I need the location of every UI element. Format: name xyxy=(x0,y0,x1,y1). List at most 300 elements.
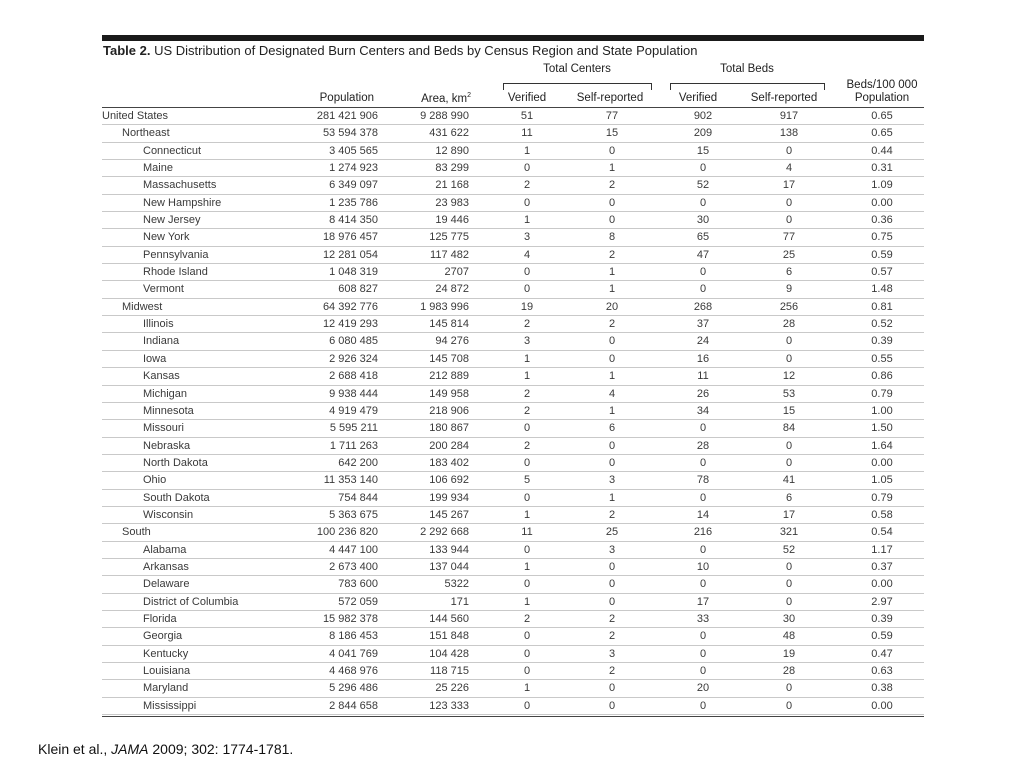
cell-self-reported-beds: 0 xyxy=(785,699,793,712)
column-header-self-reported-beds: Self-reported xyxy=(750,92,818,104)
citation-authors: Klein et al., xyxy=(38,741,112,757)
row-label: Louisiana xyxy=(143,665,191,677)
cell-self-reported-centers: 1 xyxy=(608,283,616,296)
cell-self-reported-beds: 6 xyxy=(785,491,793,504)
cell-population: 608 827 xyxy=(338,283,378,296)
cell-beds-per-100000: 0.86 xyxy=(871,370,893,383)
cell-verified-centers: 2 xyxy=(523,387,531,400)
cell-self-reported-centers: 0 xyxy=(608,456,616,469)
cell-area: 2707 xyxy=(444,266,469,279)
cell-verified-centers: 3 xyxy=(523,231,531,244)
table-row xyxy=(102,507,924,524)
cell-population: 8 186 453 xyxy=(329,630,378,643)
cell-verified-centers: 1 xyxy=(523,370,531,383)
cell-verified-centers: 0 xyxy=(523,162,531,175)
cell-self-reported-centers: 77 xyxy=(605,110,619,122)
table-row xyxy=(102,299,924,316)
cell-population: 2 688 418 xyxy=(329,370,378,383)
cell-area: 24 872 xyxy=(435,283,469,296)
cell-population: 64 392 776 xyxy=(322,300,378,313)
cell-self-reported-beds: 28 xyxy=(782,665,796,677)
cell-area: 144 560 xyxy=(429,612,469,625)
column-header-verified-beds: Verified xyxy=(678,92,718,104)
cell-beds-per-100000: 0.79 xyxy=(871,387,893,400)
cell-self-reported-beds: 0 xyxy=(785,196,793,209)
cell-verified-beds: 0 xyxy=(699,162,707,175)
cell-verified-centers: 1 xyxy=(523,508,531,521)
cell-verified-beds: 26 xyxy=(696,387,710,400)
beds-per-header-line1: Beds/100 000 xyxy=(846,79,918,91)
cell-area: 23 983 xyxy=(435,196,469,209)
table-row xyxy=(102,611,924,628)
cell-self-reported-beds: 28 xyxy=(782,318,796,331)
cell-area: 104 428 xyxy=(429,647,469,660)
cell-self-reported-beds: 0 xyxy=(785,439,793,452)
cell-verified-beds: 20 xyxy=(696,682,710,695)
cell-self-reported-beds: 17 xyxy=(782,508,796,521)
cell-area: 137 044 xyxy=(429,560,469,573)
cell-verified-centers: 19 xyxy=(520,300,534,313)
cell-population: 3 405 565 xyxy=(329,144,378,157)
cell-population: 8 414 350 xyxy=(329,214,378,227)
cell-self-reported-centers: 1 xyxy=(608,162,616,175)
cell-area: 212 889 xyxy=(429,370,469,383)
cell-beds-per-100000: 0.65 xyxy=(871,127,893,140)
cell-population: 1 711 263 xyxy=(329,439,378,452)
cell-self-reported-centers: 2 xyxy=(608,248,616,261)
cell-population: 12 419 293 xyxy=(322,318,378,331)
cell-verified-beds: 0 xyxy=(699,266,707,279)
cell-beds-per-100000: 1.48 xyxy=(871,283,893,296)
beds-per-header-line2: Population xyxy=(854,92,910,104)
cell-self-reported-centers: 0 xyxy=(608,578,616,591)
table-row xyxy=(102,663,924,680)
cell-verified-centers: 2 xyxy=(523,439,531,452)
cell-self-reported-centers: 1 xyxy=(608,491,616,504)
cell-self-reported-beds: 48 xyxy=(782,630,796,643)
cell-verified-beds: 34 xyxy=(696,404,710,417)
row-label: Florida xyxy=(143,612,177,625)
cell-verified-centers: 0 xyxy=(523,578,531,591)
cell-verified-beds: 0 xyxy=(699,665,707,677)
cell-population: 281 421 906 xyxy=(316,110,378,122)
row-label: Delaware xyxy=(143,578,190,591)
cell-population: 5 296 486 xyxy=(329,682,378,695)
cell-area: 149 958 xyxy=(429,387,469,400)
cell-area: 25 226 xyxy=(435,682,469,695)
cell-self-reported-beds: 0 xyxy=(785,595,793,608)
cell-area: 106 692 xyxy=(429,474,469,487)
row-label: New York xyxy=(143,231,190,244)
column-header-population: Population xyxy=(319,92,374,104)
cell-verified-beds: 47 xyxy=(696,248,710,261)
cell-population: 11 353 140 xyxy=(323,474,378,487)
row-label: Massachusetts xyxy=(143,179,217,192)
cell-verified-centers: 0 xyxy=(523,196,531,209)
cell-population: 5 363 675 xyxy=(329,508,378,521)
table-row xyxy=(102,247,924,264)
table-row xyxy=(102,594,924,611)
cell-verified-centers: 3 xyxy=(523,335,531,348)
cell-verified-centers: 0 xyxy=(523,543,531,556)
cell-population: 4 468 976 xyxy=(329,665,378,677)
cell-beds-per-100000: 0.54 xyxy=(871,526,893,539)
cell-verified-centers: 5 xyxy=(523,474,531,487)
cell-beds-per-100000: 0.81 xyxy=(871,300,893,313)
table-row xyxy=(102,351,924,368)
cell-area: 199 934 xyxy=(429,491,469,504)
cell-verified-beds: 0 xyxy=(699,196,707,209)
table-row xyxy=(102,628,924,645)
cell-area: 94 276 xyxy=(435,335,469,348)
table-row xyxy=(102,455,924,472)
cell-population: 4 041 769 xyxy=(329,647,378,660)
table-row xyxy=(102,143,924,160)
row-label: Midwest xyxy=(122,300,163,313)
cell-self-reported-beds: 84 xyxy=(782,422,796,435)
cell-self-reported-beds: 9 xyxy=(785,283,793,296)
cell-self-reported-beds: 0 xyxy=(785,352,793,365)
row-label: District of Columbia xyxy=(143,595,239,608)
cell-self-reported-centers: 3 xyxy=(608,647,616,660)
table-row xyxy=(102,576,924,593)
cell-self-reported-centers: 1 xyxy=(608,370,616,383)
table-row xyxy=(102,524,924,541)
cell-beds-per-100000: 0.75 xyxy=(871,231,893,244)
cell-area: 118 715 xyxy=(430,665,469,677)
cell-population: 2 673 400 xyxy=(329,560,378,573)
cell-verified-centers: 2 xyxy=(523,318,531,331)
cell-verified-beds: 37 xyxy=(696,318,710,331)
cell-self-reported-centers: 3 xyxy=(608,543,616,556)
cell-verified-beds: 65 xyxy=(696,231,710,244)
cell-area: 200 284 xyxy=(429,439,469,452)
table-row xyxy=(102,264,924,281)
table-row xyxy=(102,420,924,437)
cell-verified-beds: 17 xyxy=(696,595,710,608)
row-label: Iowa xyxy=(143,352,167,365)
column-header-area xyxy=(421,92,471,105)
cell-population: 5 595 211 xyxy=(329,422,378,435)
row-label: Missouri xyxy=(143,422,184,435)
row-label: South xyxy=(122,526,151,539)
table-row xyxy=(102,281,924,298)
cell-self-reported-beds: 0 xyxy=(785,682,793,695)
cell-area: 5322 xyxy=(444,578,469,591)
cell-beds-per-100000: 0.63 xyxy=(871,665,893,677)
cell-self-reported-beds: 0 xyxy=(785,560,793,573)
cell-area: 9 288 990 xyxy=(420,110,469,122)
row-label: Nebraska xyxy=(143,439,191,452)
cell-beds-per-100000: 0.39 xyxy=(871,612,893,625)
row-label: Northeast xyxy=(122,127,170,140)
cell-verified-centers: 0 xyxy=(523,647,531,660)
cell-verified-beds: 0 xyxy=(699,456,707,469)
cell-area: 1 983 996 xyxy=(420,300,469,313)
cell-self-reported-centers: 4 xyxy=(608,387,616,400)
row-label: Kentucky xyxy=(143,647,189,660)
cell-verified-centers: 0 xyxy=(523,491,531,504)
cell-population: 642 200 xyxy=(338,456,378,469)
row-label: Arkansas xyxy=(143,560,189,573)
row-label: Vermont xyxy=(143,283,184,296)
row-label: North Dakota xyxy=(143,456,208,469)
cell-verified-beds: 902 xyxy=(693,110,713,122)
cell-self-reported-centers: 0 xyxy=(608,699,616,712)
cell-self-reported-beds: 138 xyxy=(779,127,799,140)
row-label: Maryland xyxy=(143,682,189,695)
group-bracket-centers xyxy=(503,83,652,90)
row-label: Rhode Island xyxy=(143,266,208,279)
cell-verified-centers: 11 xyxy=(521,526,533,539)
cell-verified-centers: 0 xyxy=(523,266,531,279)
cell-verified-centers: 0 xyxy=(523,699,531,712)
citation-journal: JAMA xyxy=(111,741,149,757)
cell-beds-per-100000: 2.97 xyxy=(871,595,893,608)
table-caption: US Distribution of Designated Burn Centers and Beds by Census Region and State Population xyxy=(154,43,698,58)
cell-beds-per-100000: 1.00 xyxy=(871,404,893,417)
table-row xyxy=(102,680,924,697)
cell-beds-per-100000: 0.52 xyxy=(871,318,893,331)
citation xyxy=(38,741,293,757)
cell-self-reported-beds: 0 xyxy=(785,578,793,591)
cell-population: 2 926 324 xyxy=(329,352,378,365)
row-label: South Dakota xyxy=(143,491,210,504)
cell-verified-centers: 2 xyxy=(523,612,531,625)
cell-population: 1 235 786 xyxy=(329,196,378,209)
citation-details: 2009; 302: 1774-1781. xyxy=(148,741,294,757)
cell-verified-centers: 1 xyxy=(523,682,531,695)
group-header-total-beds: Total Beds xyxy=(720,63,774,75)
cell-area: 19 446 xyxy=(435,214,469,227)
cell-verified-centers: 1 xyxy=(523,595,531,608)
table-row xyxy=(102,542,924,559)
table-row xyxy=(102,472,924,489)
table-row xyxy=(102,177,924,194)
cell-population: 1 048 319 xyxy=(329,266,378,279)
cell-area: 171 xyxy=(450,595,469,608)
table-row xyxy=(102,212,924,229)
cell-self-reported-centers: 2 xyxy=(608,179,616,192)
cell-verified-beds: 78 xyxy=(696,474,710,487)
cell-verified-beds: 268 xyxy=(693,300,713,313)
cell-beds-per-100000: 0.47 xyxy=(871,647,893,660)
table-row xyxy=(102,229,924,246)
cell-population: 9 938 444 xyxy=(329,387,378,400)
cell-verified-beds: 14 xyxy=(696,508,710,521)
cell-self-reported-centers: 6 xyxy=(608,422,616,435)
table-row xyxy=(102,698,924,715)
cell-self-reported-beds: 30 xyxy=(782,612,796,625)
cell-verified-centers: 0 xyxy=(523,630,531,643)
cell-self-reported-beds: 19 xyxy=(782,647,796,660)
cell-self-reported-centers: 20 xyxy=(605,300,619,313)
cell-area: 133 944 xyxy=(429,543,469,556)
cell-verified-beds: 52 xyxy=(696,179,710,192)
cell-area: 145 267 xyxy=(429,508,469,521)
cell-area: 83 299 xyxy=(435,162,469,175)
row-label: United States xyxy=(102,110,169,122)
table-row xyxy=(102,559,924,576)
cell-verified-beds: 15 xyxy=(696,144,710,157)
row-label: Minnesota xyxy=(143,404,194,417)
row-label: New Jersey xyxy=(143,214,201,227)
group-bracket-beds xyxy=(670,83,825,90)
cell-population: 4 919 479 xyxy=(329,404,378,417)
cell-population: 100 236 820 xyxy=(316,526,378,539)
cell-self-reported-beds: 256 xyxy=(779,300,799,313)
cell-verified-centers: 11 xyxy=(521,127,533,140)
cell-beds-per-100000: 0.44 xyxy=(871,144,893,157)
cell-beds-per-100000: 0.00 xyxy=(871,456,893,469)
cell-verified-beds: 30 xyxy=(696,214,710,227)
row-label: Illinois xyxy=(143,318,174,331)
table-row xyxy=(102,160,924,177)
table-row xyxy=(102,316,924,333)
cell-verified-centers: 1 xyxy=(523,214,531,227)
cell-self-reported-beds: 917 xyxy=(779,110,799,122)
cell-verified-centers: 1 xyxy=(523,560,531,573)
cell-verified-centers: 1 xyxy=(523,144,531,157)
table-row xyxy=(102,490,924,507)
table-row xyxy=(102,368,924,385)
table-row xyxy=(102,195,924,212)
cell-population: 2 844 658 xyxy=(329,699,378,712)
cell-area: 117 482 xyxy=(430,248,469,261)
row-label: Alabama xyxy=(143,543,187,556)
cell-self-reported-centers: 0 xyxy=(608,335,616,348)
table-number: Table 2. xyxy=(103,43,151,58)
cell-area: 180 867 xyxy=(429,422,469,435)
cell-population: 12 281 054 xyxy=(322,248,378,261)
cell-verified-beds: 216 xyxy=(693,526,713,539)
cell-self-reported-centers: 2 xyxy=(608,630,616,643)
cell-area: 145 814 xyxy=(429,318,469,331)
cell-self-reported-beds: 15 xyxy=(782,404,796,417)
cell-verified-centers: 0 xyxy=(523,422,531,435)
cell-self-reported-centers: 2 xyxy=(608,318,616,331)
cell-self-reported-centers: 2 xyxy=(608,612,616,625)
cell-area: 145 708 xyxy=(429,352,469,365)
cell-self-reported-centers: 2 xyxy=(608,665,616,677)
cell-self-reported-centers: 0 xyxy=(608,214,616,227)
table-row xyxy=(102,386,924,403)
cell-self-reported-centers: 0 xyxy=(608,196,616,209)
cell-population: 53 594 378 xyxy=(322,127,378,140)
cell-self-reported-beds: 6 xyxy=(785,266,793,279)
cell-verified-beds: 24 xyxy=(696,335,710,348)
cell-population: 572 059 xyxy=(338,595,378,608)
cell-beds-per-100000: 0.00 xyxy=(871,699,893,712)
table-row xyxy=(102,403,924,420)
table-row xyxy=(102,646,924,663)
cell-area: 151 848 xyxy=(429,630,469,643)
cell-beds-per-100000: 0.57 xyxy=(871,266,893,279)
cell-self-reported-centers: 0 xyxy=(608,560,616,573)
cell-verified-beds: 10 xyxy=(696,560,710,573)
cell-beds-per-100000: 0.31 xyxy=(871,162,893,175)
cell-population: 18 976 457 xyxy=(322,231,378,244)
cell-self-reported-centers: 0 xyxy=(608,595,616,608)
cell-verified-centers: 2 xyxy=(523,404,531,417)
cell-area: 123 333 xyxy=(429,699,469,712)
cell-verified-beds: 0 xyxy=(699,283,707,296)
cell-area: 218 906 xyxy=(429,404,469,417)
cell-verified-beds: 0 xyxy=(699,422,707,435)
cell-self-reported-beds: 321 xyxy=(779,526,799,539)
cell-verified-centers: 2 xyxy=(523,179,531,192)
cell-self-reported-centers: 0 xyxy=(608,352,616,365)
table-top-rule xyxy=(102,35,924,41)
cell-self-reported-beds: 41 xyxy=(782,474,796,487)
table-row xyxy=(102,333,924,350)
cell-self-reported-beds: 52 xyxy=(782,543,796,556)
cell-verified-centers: 0 xyxy=(523,665,531,677)
cell-self-reported-centers: 25 xyxy=(605,526,619,539)
cell-self-reported-beds: 77 xyxy=(782,231,796,244)
cell-verified-centers: 51 xyxy=(520,110,534,122)
cell-self-reported-beds: 53 xyxy=(782,387,796,400)
cell-verified-beds: 33 xyxy=(696,612,710,625)
cell-self-reported-beds: 0 xyxy=(785,144,793,157)
table-bottom-rule xyxy=(102,716,924,717)
cell-beds-per-100000: 0.59 xyxy=(871,630,893,643)
cell-self-reported-beds: 0 xyxy=(785,456,793,469)
cell-verified-beds: 11 xyxy=(697,370,709,383)
cell-self-reported-centers: 3 xyxy=(608,474,616,487)
cell-verified-beds: 0 xyxy=(699,543,707,556)
cell-verified-beds: 0 xyxy=(699,578,707,591)
row-label: Georgia xyxy=(143,630,183,643)
cell-self-reported-centers: 8 xyxy=(608,231,616,244)
column-header-beds-per-population xyxy=(836,79,928,105)
row-label: Pennsylvania xyxy=(143,248,209,261)
cell-verified-beds: 209 xyxy=(693,127,713,140)
column-header-area-text: Area, km xyxy=(421,92,468,105)
cell-beds-per-100000: 0.55 xyxy=(871,352,893,365)
row-label: Connecticut xyxy=(143,144,202,157)
cell-verified-centers: 1 xyxy=(523,352,531,365)
cell-beds-per-100000: 1.17 xyxy=(871,543,893,556)
cell-self-reported-beds: 25 xyxy=(782,248,796,261)
row-label: Mississippi xyxy=(143,699,197,712)
cell-beds-per-100000: 0.37 xyxy=(871,560,893,573)
cell-population: 754 844 xyxy=(338,491,378,504)
cell-area: 12 890 xyxy=(435,144,469,157)
cell-verified-beds: 0 xyxy=(699,630,707,643)
table-row xyxy=(102,125,924,142)
cell-beds-per-100000: 1.50 xyxy=(871,422,893,435)
row-label: Ohio xyxy=(143,474,167,487)
cell-self-reported-beds: 4 xyxy=(785,162,793,175)
cell-self-reported-centers: 15 xyxy=(605,127,619,140)
cell-verified-beds: 0 xyxy=(699,491,707,504)
cell-population: 1 274 923 xyxy=(329,162,378,175)
cell-self-reported-beds: 12 xyxy=(782,370,796,383)
cell-population: 15 982 378 xyxy=(322,612,378,625)
row-label: Michigan xyxy=(143,387,188,400)
cell-population: 6 349 097 xyxy=(329,179,378,192)
cell-beds-per-100000: 0.65 xyxy=(871,110,893,122)
cell-beds-per-100000: 0.39 xyxy=(871,335,893,348)
cell-self-reported-centers: 0 xyxy=(608,439,616,452)
cell-verified-centers: 0 xyxy=(523,456,531,469)
cell-beds-per-100000: 0.36 xyxy=(871,214,893,227)
cell-beds-per-100000: 0.38 xyxy=(871,682,893,695)
row-label: Maine xyxy=(143,162,173,175)
cell-self-reported-centers: 2 xyxy=(608,508,616,521)
cell-beds-per-100000: 0.59 xyxy=(871,248,893,261)
